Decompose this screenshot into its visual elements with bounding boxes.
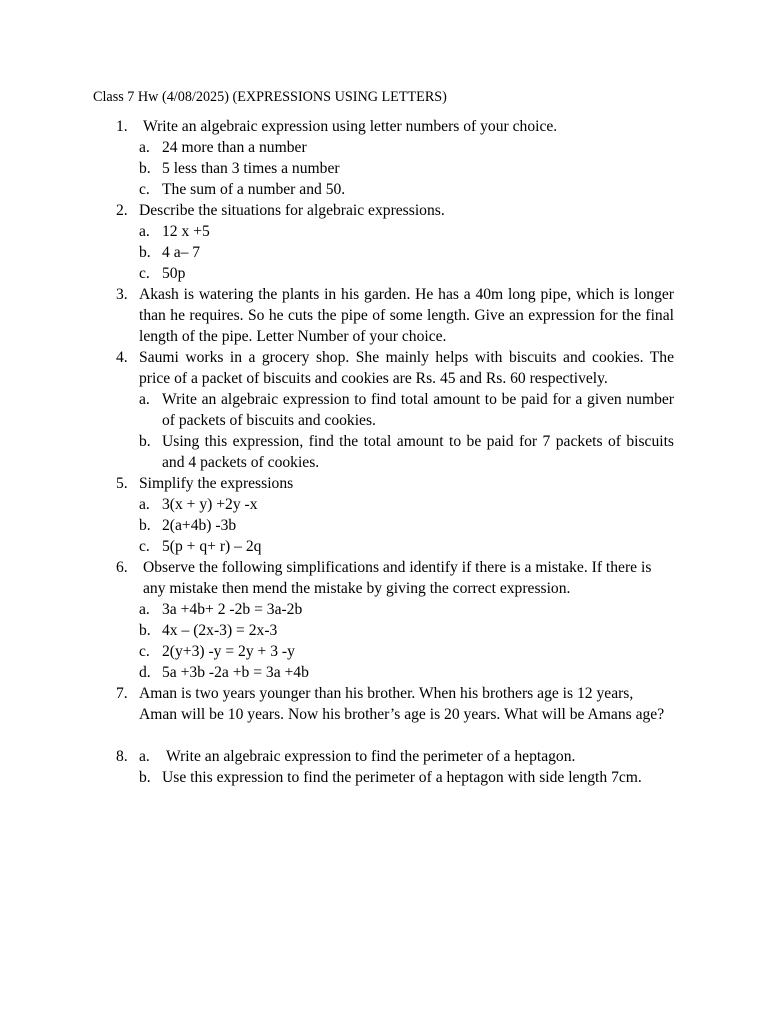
sub-question-8b (139, 767, 674, 788)
sub-question-1b (139, 158, 674, 179)
sub-question-6b (139, 620, 674, 641)
sub-question-text: Using this expression, find the total amount to be paid for 7 packets of biscuits and 4 packets of cookies. (162, 433, 674, 471)
sub-question-5a (139, 494, 674, 515)
sub-question-letter: a. (139, 139, 150, 156)
question-number: 1. (116, 118, 128, 135)
sub-question-text: 2(a+4b) -3b (162, 517, 237, 534)
sub-question-text: 24 more than a number (162, 139, 307, 156)
sub-question-letter: a. (139, 496, 150, 513)
question-6 (0, 557, 674, 683)
sub-question-text: 50p (162, 265, 186, 282)
sub-question-letter: b. (139, 769, 151, 786)
sub-question-8a (139, 746, 674, 767)
sub-question-letter: b. (139, 160, 151, 177)
sub-question-letter: b. (139, 517, 151, 534)
question-text: Aman is two years younger than his brother. When his brothers age is 12 years, Aman will be 10 years. Now his brother’s age is 20 years. What will be Amans age? (139, 685, 665, 723)
sub-question-text: 3a +4b+ 2 -2b = 3a-2b (162, 601, 303, 618)
sub-question-text: 12 x +5 (162, 223, 210, 240)
sub-question-text: 5(p + q+ r) – 2q (162, 538, 262, 555)
question-number: 7. (116, 685, 128, 702)
sub-question-letter: c. (139, 265, 150, 282)
sub-question-4a (139, 389, 674, 431)
question-2 (0, 200, 674, 284)
question-number: 2. (116, 202, 128, 219)
sub-question-5b (139, 515, 674, 536)
question-8 (0, 746, 674, 788)
sub-question-letter: b. (139, 244, 151, 261)
question-4 (0, 347, 674, 473)
sub-question-1c (139, 179, 674, 200)
sub-question-letter: c. (139, 643, 150, 660)
question-number: 4. (116, 349, 128, 366)
question-3 (0, 284, 674, 347)
sub-question-text: Write an algebraic expression to find total amount to be paid for a given number of packets of biscuits and cookies. (162, 391, 674, 429)
sub-question-letter: d. (139, 664, 151, 681)
sub-question-letter: b. (139, 433, 151, 450)
blank-line (0, 725, 768, 746)
sub-question-6c (139, 641, 674, 662)
sub-question-2b (139, 242, 674, 263)
question-text: Simplify the expressions (139, 475, 294, 492)
question-number: 3. (116, 286, 128, 303)
question-5 (0, 473, 674, 557)
question-list (0, 116, 768, 788)
sub-question-text: 5a +3b -2a +b = 3a +4b (162, 664, 309, 681)
question-7 (0, 683, 674, 725)
question-text: Akash is watering the plants in his garden. He has a 40m long pipe, which is longer than he requires. So he cuts the pipe of some length. Give an expression for the final length of the pipe. Letter Number of your choice. (139, 286, 674, 345)
sub-question-4b (139, 431, 674, 473)
sub-question-text: Use this expression to find the perimeter of a heptagon with side length 7cm. (162, 769, 642, 786)
sub-question-letter: b. (139, 622, 151, 639)
sub-question-text: 4 a– 7 (162, 244, 201, 261)
sub-question-text: Write an algebraic expression to find the perimeter of a heptagon. (166, 748, 576, 765)
question-text: Observe the following simplifications and identify if there is a mistake. If there is any mistake then mend the mistake by giving the correct expression. (143, 559, 652, 597)
question-text: Describe the situations for algebraic expressions. (139, 202, 445, 219)
sub-question-letter: a. (139, 391, 150, 408)
sub-question-letter: a. (139, 748, 150, 765)
sub-question-6d (139, 662, 674, 683)
sub-question-1a (139, 137, 674, 158)
sub-question-6a (139, 599, 674, 620)
sub-question-letter: a. (139, 223, 150, 240)
sub-question-letter: c. (139, 181, 150, 198)
sub-question-5c (139, 536, 674, 557)
sub-question-text: 5 less than 3 times a number (162, 160, 340, 177)
sub-question-text: 4x – (2x-3) = 2x-3 (162, 622, 278, 639)
question-1 (0, 116, 674, 200)
question-text: Saumi works in a grocery shop. She mainly helps with biscuits and cookies. The price of a packet of biscuits and cookies are Rs. 45 and Rs. 60 respectively. (139, 349, 674, 387)
document-title: Class 7 Hw (4/08/2025) (EXPRESSIONS USING LETTERS) (93, 89, 447, 105)
question-number: 5. (116, 475, 128, 492)
sub-question-2c (139, 263, 674, 284)
sub-question-2a (139, 221, 674, 242)
sub-question-text: The sum of a number and 50. (162, 181, 346, 198)
sub-question-text: 2(y+3) -y = 2y + 3 -y (162, 643, 295, 660)
sub-question-text: 3(x + y) +2y -x (162, 496, 258, 513)
question-number: 8. (116, 748, 128, 765)
question-number: 6. (116, 559, 128, 576)
question-text: Write an algebraic expression using letter numbers of your choice. (143, 118, 558, 135)
sub-question-letter: c. (139, 538, 150, 555)
sub-question-letter: a. (139, 601, 150, 618)
